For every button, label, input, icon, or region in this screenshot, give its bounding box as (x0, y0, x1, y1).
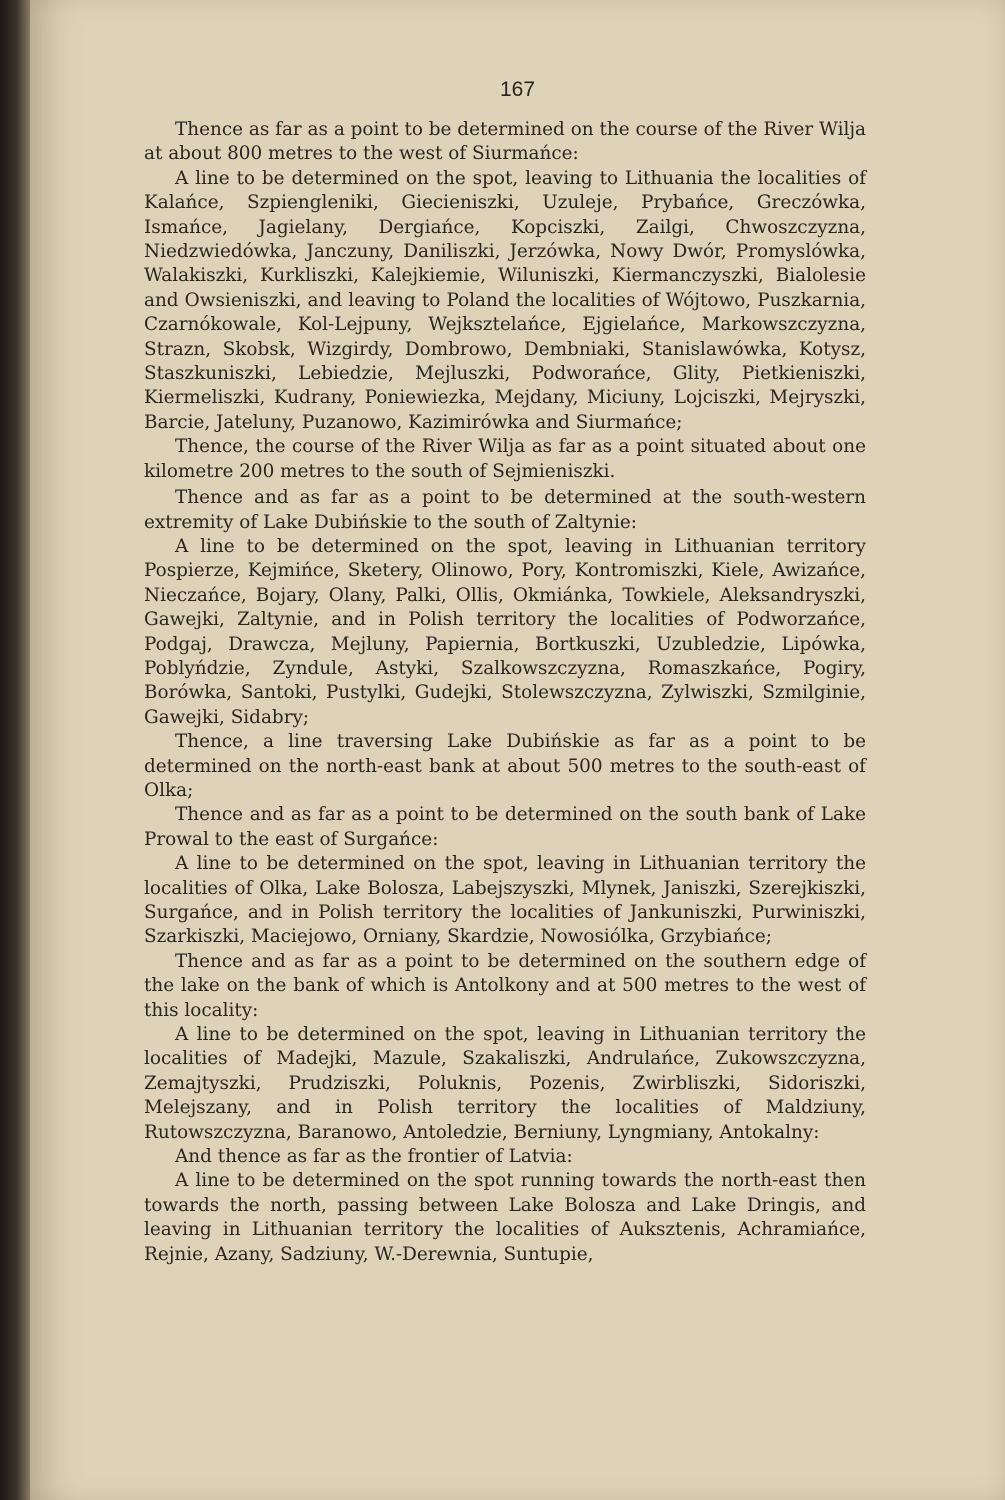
paragraph: A line to be determined on the spot, leaving in Lithuanian territory the localities of Madejki, Mazule, Szakaliszki, Andrulańce, Zukowszczyzna, Zemajtyszki, Prudziszki, Poluknis, Pozenis, Zwirbliszki, Sidoriszki, Melejszany, and in Polish territory the localities of Maldziuny, Rutowszczyzna, Baranowo, Antoledzie, Berniuny, Lyngmiany, Antokalny: (144, 1024, 866, 1143)
paragraph: A line to be determined on the spot running towards the north-east then towards the north, passing between Lake Bolosza and Lake Dringis, and leaving in Lithuanian territory the localities of Auksztenis, Achramiańce, Rejnie, Azany, Sadziuny, W.-Derewnia, Suntupie, (144, 1170, 866, 1265)
document-page (30, 0, 1005, 1500)
paragraph: A line to be determined on the spot, leaving in Lithuanian territory Pospierze, Kejmińce, Sketery, Olinowo, Pory, Kontromiszki, Kiele, Awizańce, Nieczańce, Bojary, Olany, Palki, Ollis, Okmiánka, Towkiele, Aleksandryszki, Gawejki, Zaltynie, and in Polish territory the localities of Podworzańce, Podgaj, Drawcza, Mejluny, Papiernia, Bortkuszki, Uzubledzie, Lipówka, Poblyńdzie, Zyndule, Astyki, Szalkowszczyzna, Romaszkańce, Pogiry, Borówka, Santoki, Pustylki, Gudejki, Stolewszczyzna, Zylwiszki, Szmilginie, Gawejki, Sidabry; (144, 535, 866, 728)
paragraph: Thence and as far as a point to be determined at the south-western extremity of Lake Dubińskie to the south of Zaltynie: (144, 487, 866, 533)
paragraph: A line to be determined on the spot, leaving in Lithuanian territory the localities of Olka, Lake Bolosza, Labejszyszki, Mlynek, Janiszki, Szerejkiszki, Surgańce, and in Polish territory the localities of Jankuniszki, Purwiniszki, Szarkiszki, Maciejowo, Orniany, Skardzie, Nowosiólka, Grzybiańce; (144, 853, 866, 948)
paragraph: Thence as far as a point to be determined on the course of the River Wilja at about 800 metres to the west of Siurmańce: (144, 119, 866, 165)
paragraph: Thence, a line traversing Lake Dubińskie as far as a point to be determined on the north-east bank at about 500 metres to the south-east of Olka; (144, 731, 866, 801)
body-text (144, 118, 866, 1267)
page-number: 167 (499, 78, 536, 101)
book-spine (0, 0, 30, 1500)
paragraph: And thence as far as the frontier of Latvia: (175, 1146, 573, 1168)
paragraph: Thence, the course of the River Wilja as far as a point situated about one kilometre 200 metres to the south of Sejmieniszki. (144, 436, 866, 482)
paragraph: Thence and as far as a point to be determined on the southern edge of the lake on the bank of which is Antolkony and at 500 metres to the west of this locality: (144, 950, 866, 1021)
paragraph: Thence and as far as a point to be determined on the south bank of Lake Prowal to the east of Surgańce: (144, 804, 866, 850)
paragraph: A line to be determined on the spot, leaving to Lithuania the localities of Kalańce, Szpiengleniki, Giecieniszki, Uzuleje, Prybańce, Greczówka, Ismańce, Jagielany, Dergiańce, Kopciszki, Zailgi, Chwoszczyzna, Niedzwiedówka, Janczuny, Daniliszki, Jerzówka, Nowy Dwór, Promyslówka, Walakiszki, Kurkliszki, Kalejkiemie, Wiluniszki, Kiermanczyszki, Bialolesie and Owsieniszki, and leaving to Poland the localities of Wójtowo, Puszkarnia, Czarnókowale, Kol-Lejpuny, Wejksztelańce, Ejgielańce, Markowszczyzna, Strazn, Skobsk, Wizgirdy, Dombrowo, Dembniaki, Stanislawówka, Kotysz, Staszkuniszki, Lebiedzie, Mejluszki, Podworańce, Glity, Pietkieniszki, Kiermeliszki, Kudrany, Poniewiezka, Mejdany, Miciuny, Lojciszki, Mejryszki, Barcie, Jateluny, Puzanowo, Kazimirówka and Siurmańce; (144, 167, 866, 433)
